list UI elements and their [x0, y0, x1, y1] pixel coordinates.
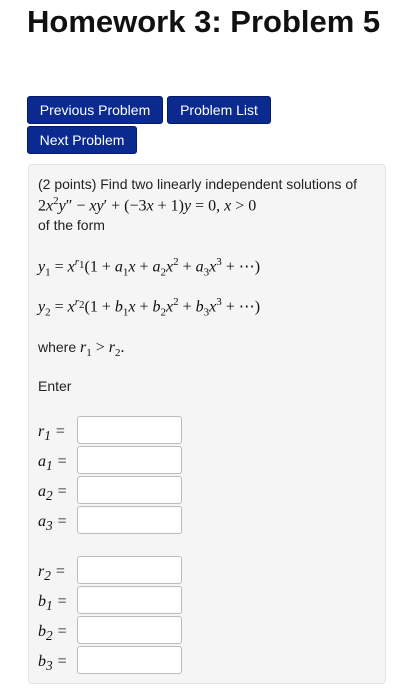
b3-input[interactable]	[77, 646, 182, 674]
r2-input[interactable]	[77, 556, 182, 584]
enter-text: Enter	[38, 378, 72, 394]
b2-label: $b_2$ =	[38, 623, 67, 644]
r1-label: $r_1$ =	[38, 423, 65, 444]
a3-input[interactable]	[77, 506, 182, 534]
b2-input[interactable]	[77, 616, 182, 644]
problem-statement: (2 points) Find two linearly independent solutions of	[38, 176, 358, 192]
a2-label: $a_2$ =	[38, 483, 67, 504]
a3-label: $a_3$ =	[38, 513, 67, 534]
a1-label: $a_1$ =	[38, 453, 67, 474]
differential-equation: $2x^2y'' - xy' + (-3x + 1)y = 0$, x > 0	[38, 195, 257, 215]
where-text: where	[38, 339, 77, 355]
solution-y1-form: $y_1 = x^{r_1}(1 + a_1x + a_2x^2 + a_3x^3$ + ⋯)	[38, 256, 261, 279]
b1-input[interactable]	[77, 586, 182, 614]
b3-label: $b_3$ =	[38, 653, 67, 674]
where-condition: where $r_1 > r_2$.	[38, 339, 125, 360]
r2-label: $r_2$ =	[38, 563, 65, 584]
a2-input[interactable]	[77, 476, 182, 504]
solution-y2-form: $y_2 = x^{r_2}(1 + b_1x + b_2x^2 + b_3x^3$ + ⋯)	[38, 296, 261, 319]
page-title: Homework 3: Problem 5	[27, 4, 381, 39]
next-problem-button[interactable]: Next Problem	[27, 126, 137, 154]
b1-label: $b_1$ =	[38, 593, 67, 614]
problem-list-button[interactable]: Problem List	[167, 96, 271, 124]
a1-input[interactable]	[77, 446, 182, 474]
r1-input[interactable]	[77, 416, 182, 444]
of-the-form-text: of the form	[38, 217, 105, 233]
previous-problem-button[interactable]: Previous Problem	[27, 96, 163, 124]
